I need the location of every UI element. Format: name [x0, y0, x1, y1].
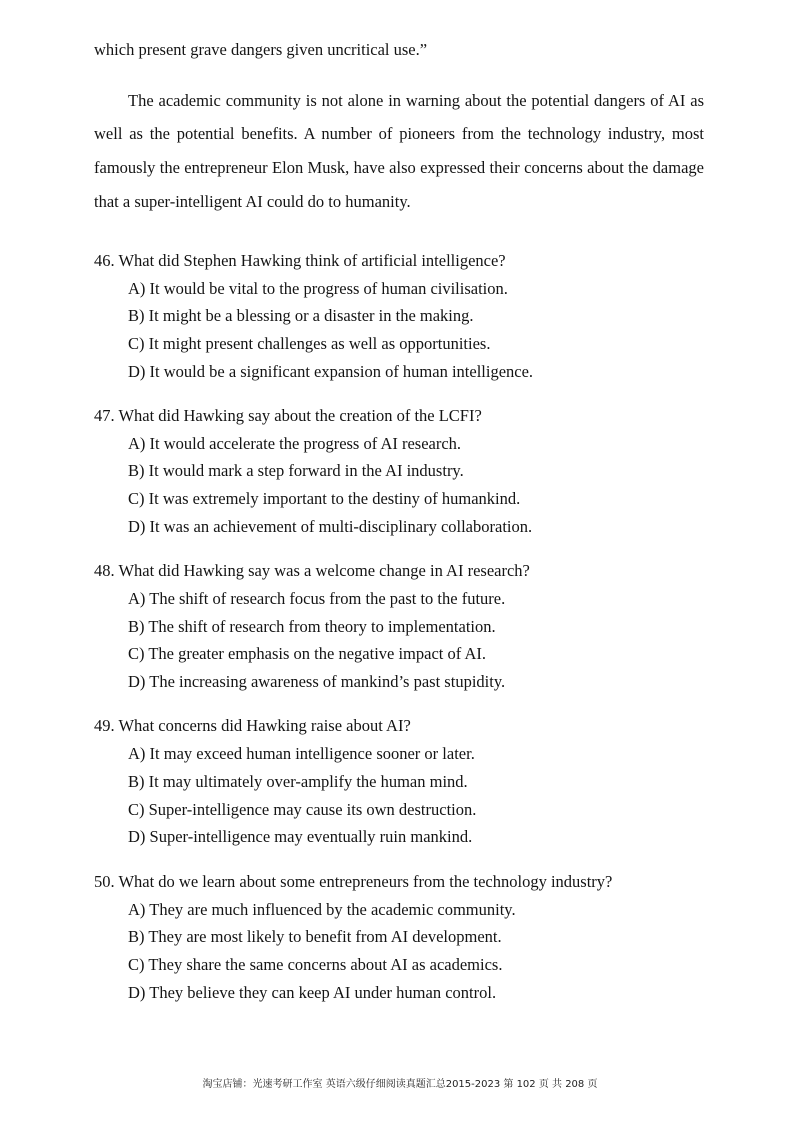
question-48-option-d: D) The increasing awareness of mankind’s past stupidity.: [128, 672, 506, 691]
question-48-option-c: C) The greater emphasis on the negative impact of AI.: [128, 644, 486, 663]
question-50-option-b: B) They are most likely to benefit from AI development.: [128, 927, 502, 946]
question-49-stem: 49. What concerns did Hawking raise about AI?: [94, 716, 411, 735]
question-49-option-a: A) It may exceed human intelligence sooner or later.: [128, 744, 475, 763]
question-46-option-a: A) It would be vital to the progress of human civilisation.: [128, 279, 508, 298]
question-49-option-b: B) It may ultimately over-amplify the human mind.: [128, 772, 468, 791]
question-47-option-c: C) It was extremely important to the destiny of humankind.: [128, 489, 521, 508]
passage-line-3: well as the potential benefits. A number of pioneers from the technology industry, most: [94, 124, 704, 143]
question-46-option-b: B) It might be a blessing or a disaster in the making.: [128, 306, 474, 325]
question-46-option-d: D) It would be a significant expansion of human intelligence.: [128, 362, 534, 381]
page-footer: 淘宝店铺：光速考研工作室 英语六级仔细阅读真题汇总2015-2023 第 102 页 共 208 页: [202, 1079, 598, 1090]
passage-line-5: that a super-intelligent AI could do to humanity.: [94, 192, 411, 211]
passage-line-1: which present grave dangers given uncritical use.”: [94, 40, 428, 59]
question-46-stem: 46. What did Stephen Hawking think of artificial intelligence?: [94, 251, 506, 270]
question-48-option-b: B) The shift of research from theory to implementation.: [128, 617, 496, 636]
question-47-option-d: D) It was an achievement of multi-disciplinary collaboration.: [128, 517, 533, 536]
question-50-stem: 50. What do we learn about some entrepreneurs from the technology industry?: [94, 872, 613, 891]
question-48-stem: 48. What did Hawking say was a welcome change in AI research?: [94, 561, 530, 580]
passage-line-2: The academic community is not alone in warning about the potential dangers of AI as: [128, 91, 704, 110]
question-48-option-a: A) The shift of research focus from the past to the future.: [128, 589, 506, 608]
question-47-option-a: A) It would accelerate the progress of AI research.: [128, 434, 462, 453]
question-49-option-c: C) Super-intelligence may cause its own destruction.: [128, 800, 477, 819]
question-50-option-d: D) They believe they can keep AI under human control.: [128, 983, 497, 1002]
question-49-option-d: D) Super-intelligence may eventually ruin mankind.: [128, 827, 473, 846]
question-50-option-c: C) They share the same concerns about AI as academics.: [128, 955, 503, 974]
question-50-option-a: A) They are much influenced by the academic community.: [128, 900, 516, 919]
question-46-option-c: C) It might present challenges as well as opportunities.: [128, 334, 491, 353]
question-47-option-b: B) It would mark a step forward in the AI industry.: [128, 461, 464, 480]
passage-line-4: famously the entrepreneur Elon Musk, have also expressed their concerns about the damage: [94, 158, 704, 177]
question-47-stem: 47. What did Hawking say about the creation of the LCFI?: [94, 406, 482, 425]
